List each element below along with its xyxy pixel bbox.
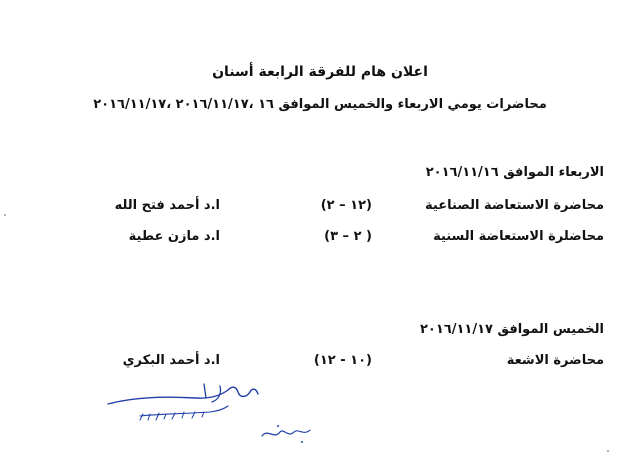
thursday-heading: الخميس الموافق ٢٠١٦/١١/١٧: [419, 322, 604, 337]
document-title: اعلان هام للفرقة الرابعة أسنان: [212, 64, 428, 80]
handwritten-note: [258, 422, 318, 446]
wednesday-heading: الاربعاء الموافق ٢٠١٦/١١/١٦: [425, 165, 604, 180]
lecture-time: (١٠ - ١٢): [313, 353, 372, 368]
lecture-time: (١٢ – ٢): [320, 198, 372, 213]
lecture-time: ( ٢ – ٣): [324, 229, 372, 244]
lecture-lecturer: ا.د أحمد البكري: [122, 353, 220, 368]
lecture-title: محاضرة الاشعة: [506, 353, 604, 368]
lecture-lecturer: ا.د مازن عطية: [128, 229, 220, 244]
scan-speck: [607, 450, 609, 452]
lecture-title: محاضرة الاستعاضة الصناعية: [425, 198, 604, 213]
lecture-lecturer: ا.د أحمد فتح الله: [114, 198, 220, 213]
lecture-title: محاضلرة الاستعاضة السنية: [433, 229, 604, 244]
scan-speck: [4, 214, 6, 216]
document-subtitle: محاضرات يومي الاربعاء والخميس الموافق ١٦ ،٢٠١٦/١١/١٧ ،٢٠١٦/١١/١٧: [93, 97, 547, 112]
signature-handwriting: [100, 376, 270, 426]
